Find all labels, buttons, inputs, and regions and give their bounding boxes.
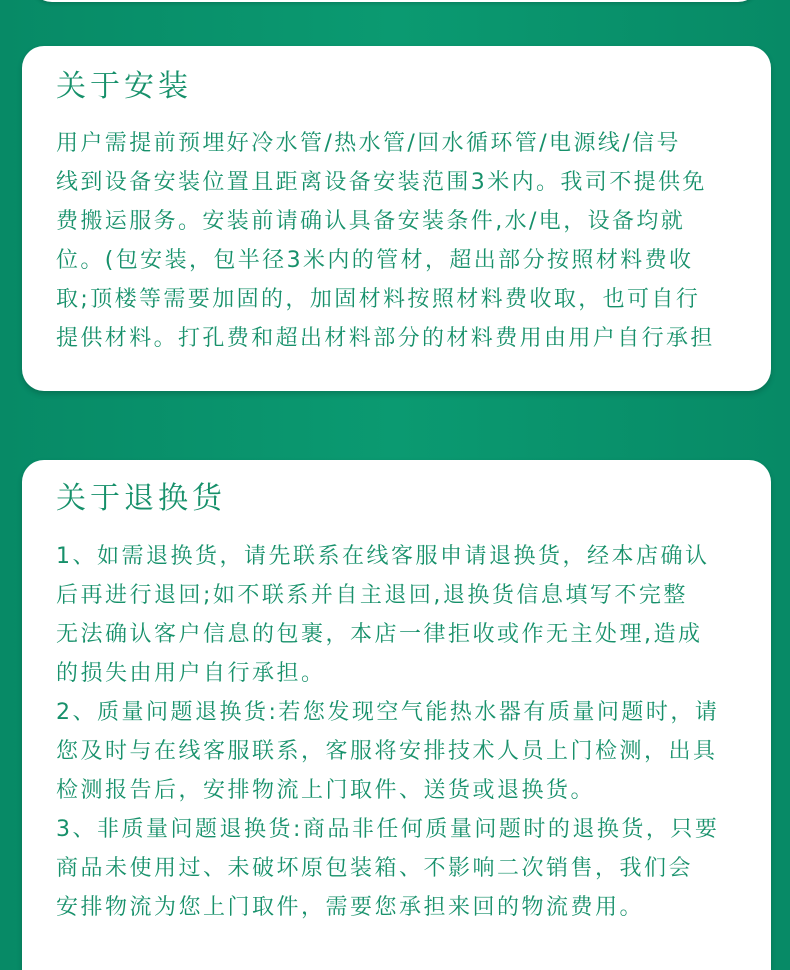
install-line: 用户需提前预埋好冷水管/热水管/回水循环管/电源线/信号: [56, 131, 681, 156]
returns-line: 您及时与在线客服联系，客服将安排技术人员上门检测，出具: [56, 739, 718, 764]
returns-line: 2、质量问题退换货:若您发现空气能热水器有质量问题时，请: [56, 700, 720, 725]
returns-line: 检测报告后，安排物流上门取件、送货或退换货。: [56, 778, 596, 803]
returns-line: 无法确认客户信息的包裹，本店一律拒收或作无主处理,造成: [56, 622, 703, 647]
previous-card-edge: [30, 0, 760, 2]
returns-line: 商品未使用过、未破坏原包装箱、不影响二次销售，我们会: [56, 856, 694, 881]
returns-line: 的损失由用户自行承担。: [56, 661, 326, 686]
returns-line: 后再进行退回;如不联系并自主退回,退换货信息填写不完整: [56, 583, 688, 608]
install-info-card: [22, 46, 771, 391]
install-line: 取;顶楼等需要加固的，加固材料按照材料费收取，也可自行: [56, 287, 701, 312]
install-line: 提供材料。打孔费和超出材料部分的材料费用由用户自行承担: [56, 326, 715, 351]
returns-title: 关于退换货: [56, 481, 226, 516]
returns-info-card: [22, 460, 771, 970]
install-line: 费搬运服务。安装前请确认具备安装条件,水/电，设备均就: [56, 209, 686, 234]
install-text: [56, 124, 767, 358]
install-line: 位。(包安装，包半径3米内的管材，超出部分按照材料费收: [56, 248, 694, 273]
returns-text: [56, 537, 767, 927]
returns-line: 1、如需退换货，请先联系在线客服申请退换货，经本店确认: [56, 544, 710, 569]
returns-line: 安排物流为您上门取件，需要您承担来回的物流费用。: [56, 895, 645, 920]
install-title: 关于安装: [56, 69, 192, 104]
returns-line: 3、非质量问题退换货:商品非任何质量问题时的退换货，只要: [56, 817, 720, 842]
install-line: 线到设备安装位置且距离设备安装范围3米内。我司不提供免: [56, 170, 707, 195]
